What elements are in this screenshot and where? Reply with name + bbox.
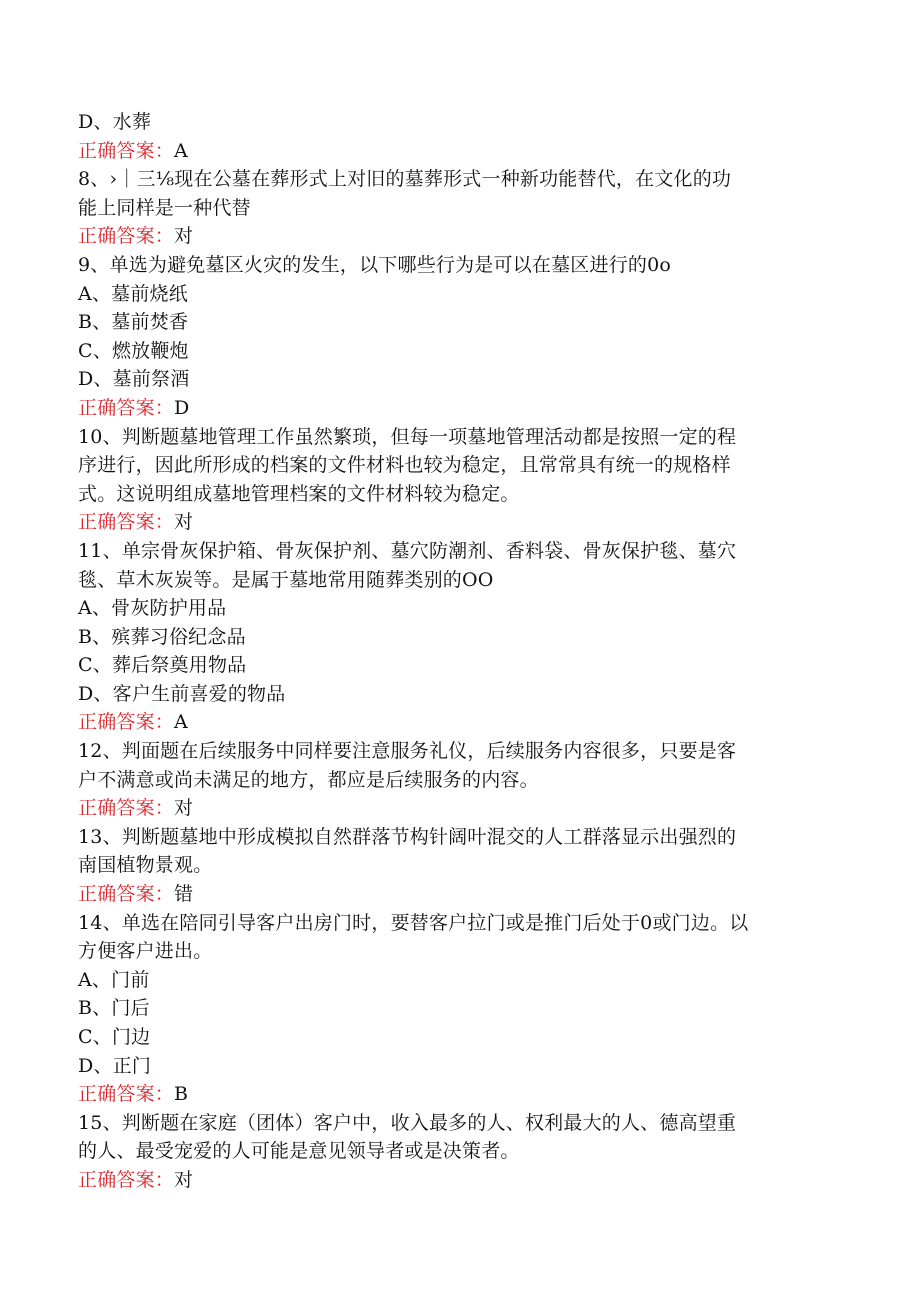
question: [78, 737, 826, 794]
question-text-line: 南国植物景观。: [78, 854, 213, 877]
answer-option: B、殡葬习俗纪念品: [78, 625, 246, 648]
correct-answer-value: 对: [174, 1168, 194, 1191]
question: [78, 823, 826, 880]
answer-option: C、燃放鞭炮: [78, 339, 189, 362]
correct-answer-value: A: [174, 711, 188, 734]
answer-option: C、门边: [78, 1026, 151, 1048]
question-text-line: 的人、最受宠爱的人可能是意见领导者或是决策者。: [78, 1140, 520, 1163]
answer-option: B、墓前焚香: [78, 311, 189, 334]
question: [78, 251, 826, 280]
correct-answer: [78, 394, 826, 423]
correct-answer: [78, 508, 826, 537]
question-text-line: 12、判面题在后续服务中同样要注意服务礼仪，后续服务内容很多，只要是客: [78, 740, 737, 763]
correct-answer: [78, 880, 826, 909]
correct-answer-label: 正确答案：: [78, 396, 175, 419]
exam-document: [78, 108, 826, 1195]
correct-answer-label: 正确答案：: [78, 139, 175, 162]
question-text-line: 能上同样是一种代替: [78, 196, 251, 219]
answer-option: D、墓前祭酒: [78, 368, 190, 391]
question-text-line: 11、单宗骨灰保护箱、骨灰保护剂、墓穴防潮剂、香料袋、骨灰保护毯、墓穴: [78, 539, 737, 562]
correct-answer-label: 正确答案：: [78, 1083, 175, 1106]
correct-answer: [78, 1166, 826, 1195]
question: [78, 165, 826, 222]
question-text-line: 毯、草木灰炭等。是属于墓地常用随葬类别的OO: [78, 568, 494, 591]
answer-option: A、门前: [78, 968, 150, 991]
question-text-line: 序进行，因此所形成的档案的文件材料也较为稳定，且常常具有统一的规格样: [78, 454, 731, 477]
question-text-line: 9、单选为避免墓区火灾的发生，以下哪些行为是可以在墓区进行的0o: [78, 253, 672, 276]
answer-option: B、门后: [78, 997, 150, 1020]
question-text-line: 10、判断题墓地管理工作虽然繁琐，但每一项墓地管理活动都是按照一定的程: [78, 425, 737, 448]
correct-answer: [78, 1080, 826, 1109]
correct-answer: [78, 708, 826, 737]
correct-answer: [78, 794, 826, 823]
question: [78, 1109, 826, 1166]
question: [78, 423, 826, 509]
answer-option: D、客户生前喜爱的物品: [78, 682, 286, 705]
correct-answer-label: 正确答案：: [78, 225, 175, 248]
correct-answer-label: 正确答案：: [78, 511, 175, 534]
question: [78, 537, 826, 594]
question-text-line: 14、单选在陪同引导客户出房门时，要替客户拉门或是推门后处于0或门边。以: [78, 911, 749, 934]
answer-option: D、水葬: [78, 111, 152, 133]
question-text-line: 13、判断题墓地中形成模拟自然群落节构针阔叶混交的人工群落显示出强烈的: [78, 825, 737, 848]
correct-answer-label: 正确答案：: [78, 1168, 175, 1191]
correct-answer-value: 对: [174, 797, 194, 820]
question-text-line: 方便客户进出。: [78, 940, 213, 963]
correct-answer-value: 对: [174, 225, 194, 248]
question-text-line: 8、›｜三⅛现在公墓在葬形式上对旧的墓葬形式一种新功能替代，在文化的功: [78, 168, 732, 191]
correct-answer-value: 对: [174, 511, 194, 534]
correct-answer-value: 错: [174, 883, 194, 906]
answer-option: D、正门: [78, 1054, 152, 1077]
question-text-line: 式。这说明组成墓地管理档案的文件材料较为稳定。: [78, 482, 520, 505]
correct-answer-value: B: [174, 1083, 189, 1106]
correct-answer: [78, 222, 826, 251]
correct-answer: [78, 137, 826, 166]
correct-answer-label: 正确答案：: [78, 883, 175, 906]
correct-answer-value: D: [174, 396, 190, 419]
question: [78, 909, 826, 966]
correct-answer-label: 正确答案：: [78, 797, 175, 820]
answer-option: A、墓前烧纸: [78, 282, 188, 305]
question-text-line: 户不满意或尚未满足的地方，都应是后续服务的内容。: [78, 768, 539, 791]
correct-answer-value: A: [174, 139, 188, 162]
correct-answer-label: 正确答案：: [78, 711, 175, 734]
answer-option: A、骨灰防护用品: [78, 597, 227, 620]
answer-option: C、葬后祭奠用物品: [78, 654, 247, 677]
question-text-line: 15、判断题在家庭（团体）客户中，收入最多的人、权利最大的人、德高望重: [78, 1111, 737, 1134]
